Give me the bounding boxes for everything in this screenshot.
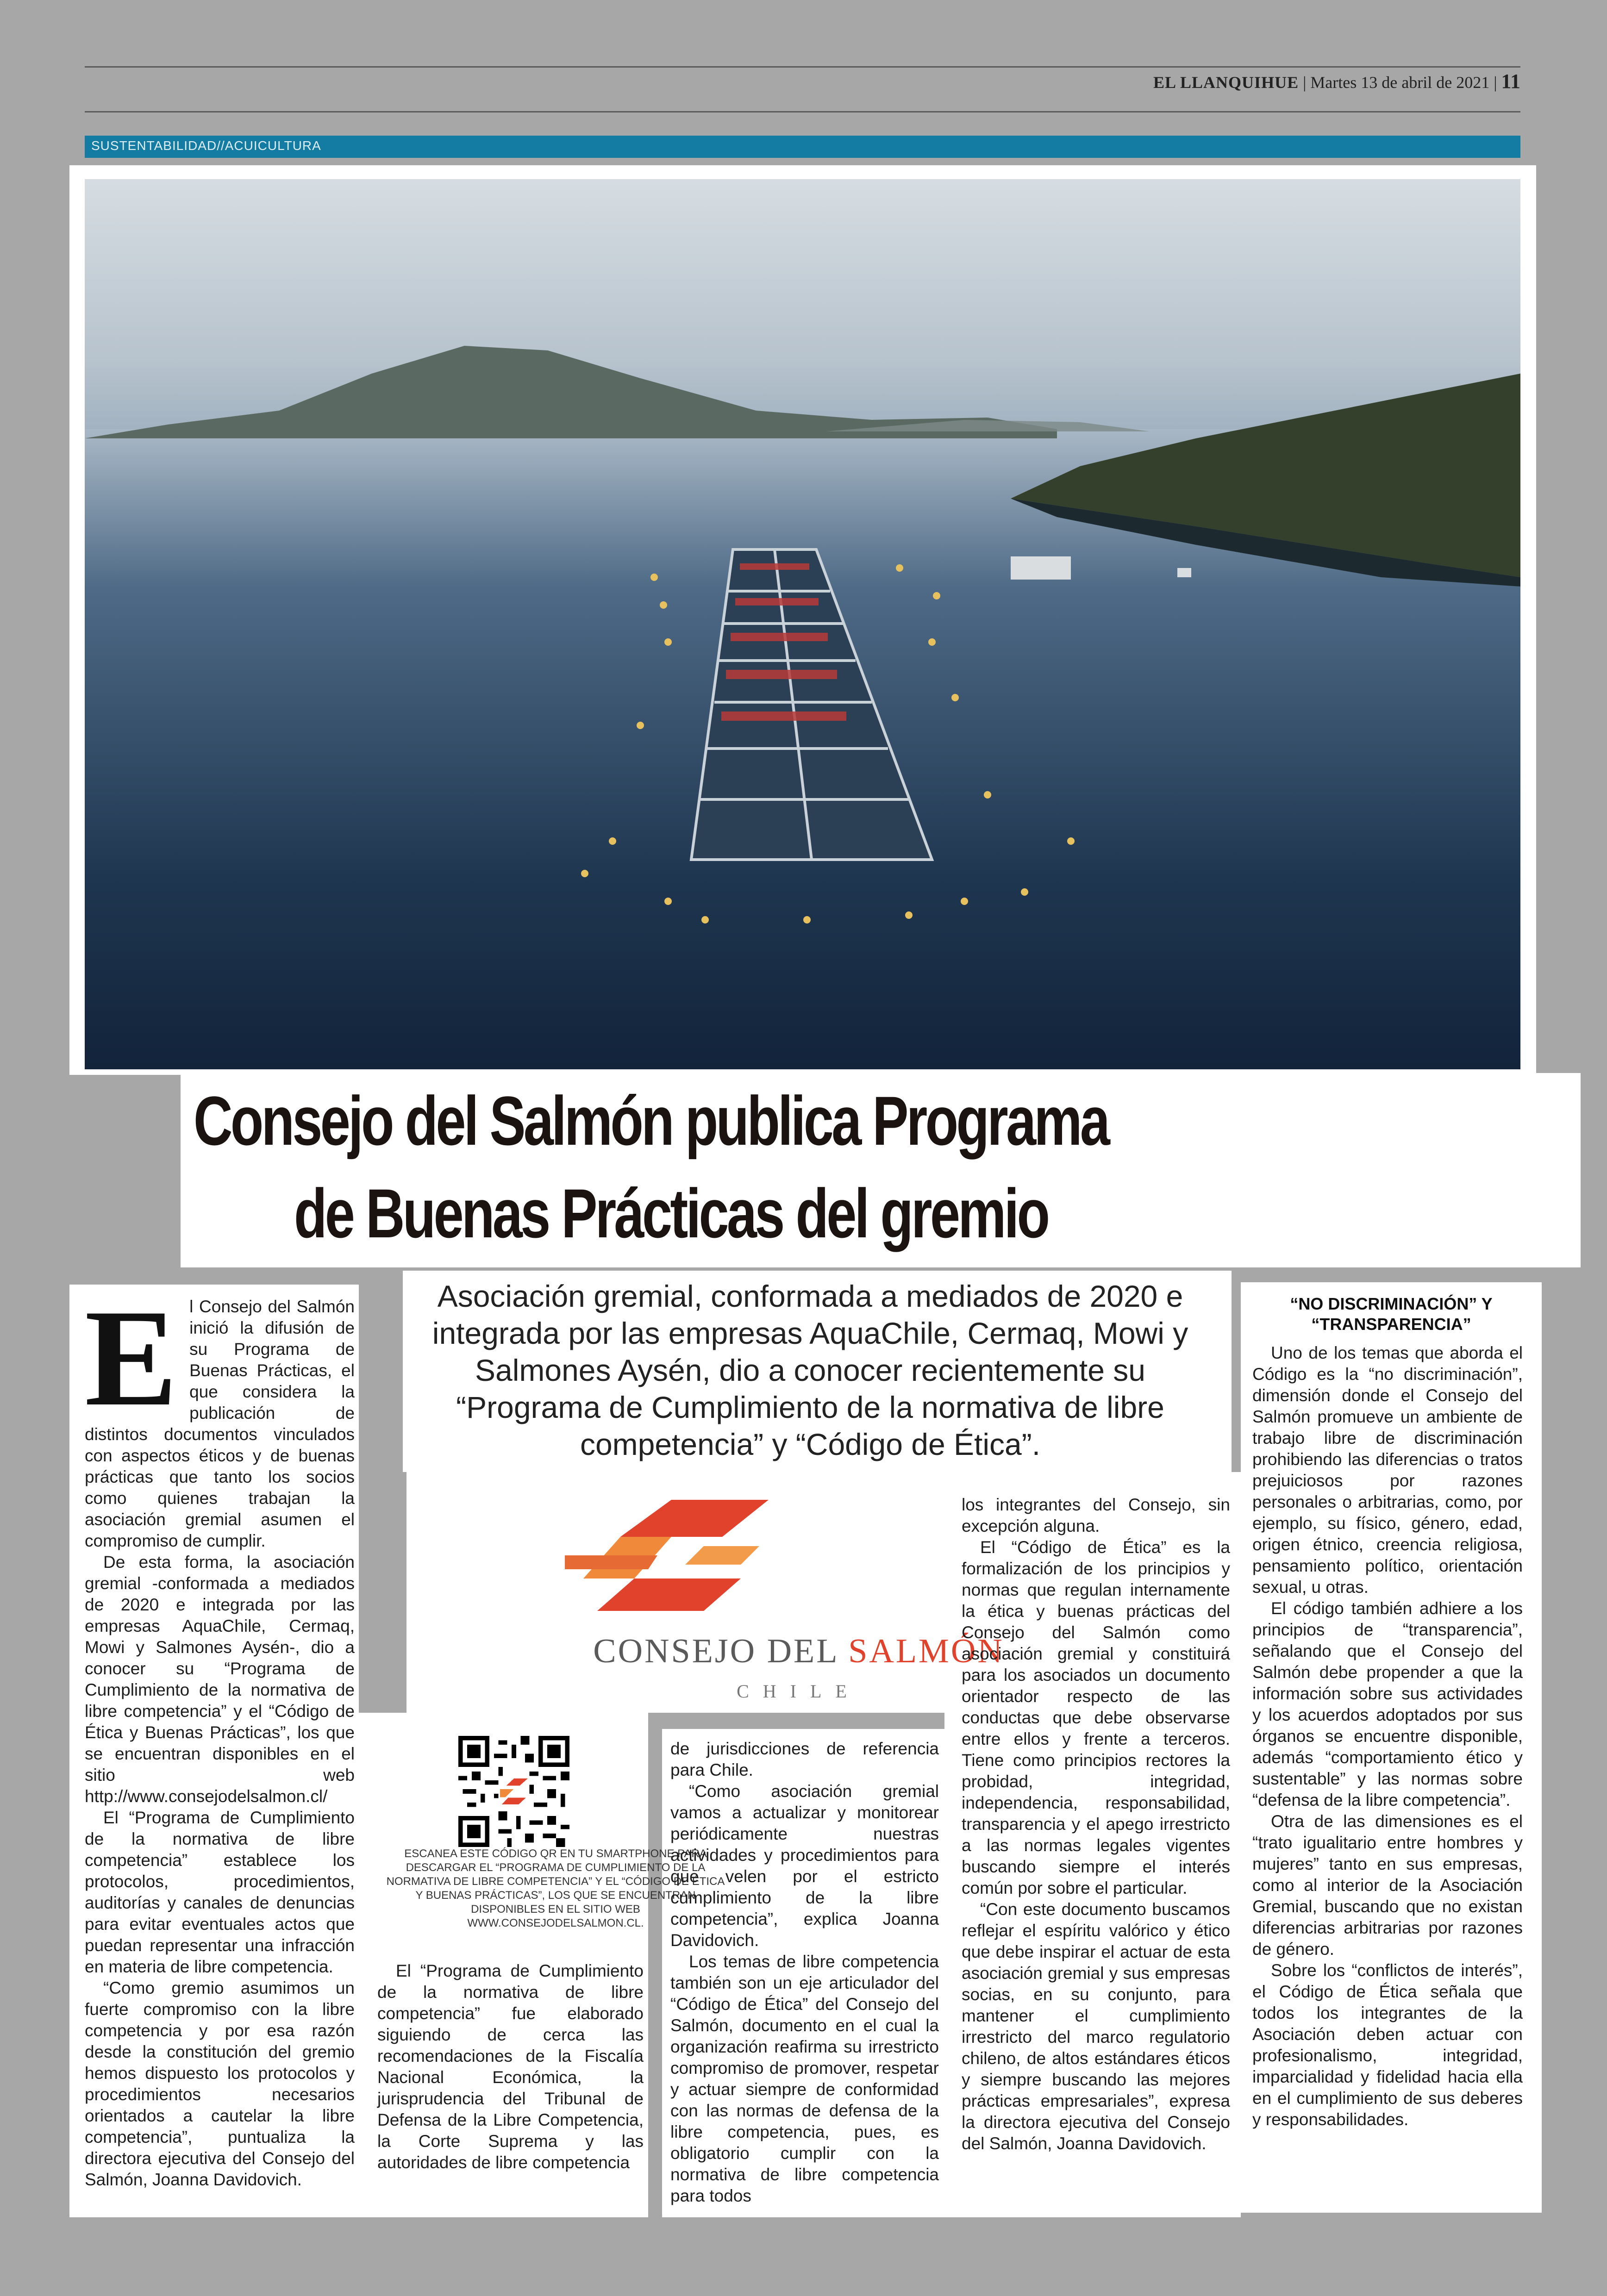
deck: Asociación gremial, conformada a mediados de 2020 e integrada por las empresas AquaChile, Cermaq, Mowi y Salmones Aysén, dio a conocer recientemente su “Programa de Cumplimiento de la normativa de libre competencia” y “Código de Ética”. — [432, 1279, 1188, 1461]
article-column-5 — [1252, 1342, 1523, 2130]
article-column-4 — [962, 1494, 1230, 2154]
issue-date: Martes 13 de abril de 2021 — [1310, 73, 1490, 92]
section-label: SUSTENTABILIDAD//ACUICULTURA — [91, 138, 321, 153]
paragraph: Uno de los temas que aborda el Código es la “no discriminación”, dimensión donde el Consejo del Salmón promueve un ambiente de trabajo libre de discriminación prohibiendo las diferencias o tratos prejuiciosos por razones personales o arbitrarias, como, por ejemplo, su físico, género, edad, origen étnico, creencia religiosa, pensamiento político, orientación sexual, u otras. — [1252, 1343, 1523, 1597]
article-column-1 — [85, 1281, 355, 2190]
masthead — [85, 69, 1520, 93]
feeding-barge — [1011, 556, 1071, 580]
headline-line-1: Consejo del Salmón publica Programa — [194, 1082, 1108, 1160]
salmon-farm-photo — [85, 179, 1520, 1069]
consejo-del-salmon-logo-mark — [565, 1500, 769, 1611]
article-column-3 — [670, 1738, 939, 2207]
header-bottom-rule — [85, 111, 1520, 112]
paragraph: El “Código de Ética” es la formalización de los principios y normas que regulan internamente la ética y buenas prácticas del Consejo del Salmón como asociación gremial y constituirá para los asociados un documento orientador respecto de las conductas que debe observarse entre ellos y frente a terceros. Tiene como principios rectores la probidad, integridad, independencia, responsabilidad, transparencia y el apego irrestricto a las normas legales vigentes buscando siempre el interés común por sobre el particular. — [962, 1538, 1230, 1897]
paragraph: Sobre los “conflictos de interés”, el Código de Ética señala que todos los integrantes de la Asociación deben actuar con profesionalismo, integridad, imparcialidad y fidelidad hacia ella en el cumplimiento de sus deberes y responsabilidades. — [1252, 1961, 1523, 2129]
paragraph: Los temas de libre competencia también son un eje articulador del “Código de Ética” del Consejo del Salmón, documento en el cual la organización reafirma su irrestricto compromiso de promover, respetar y actuar siempre de conformidad con las normas de defensa de la libre competencia, pues, es obligatorio cumplir con la normativa de libre competencia para todos — [670, 1952, 939, 2205]
logo-name-part1: CONSEJO DEL — [593, 1632, 849, 1670]
paragraph: De esta forma, la asociación gremial -conformada a mediados de 2020 e integrada por las empresas AquaChile, Cermaq, Mowi y Salmones Aysén-, dio a conocer su “Programa de Cumplimiento de la normativa de libre competencia” y el “Código de Ética y Buenas Prácticas”, los que se encuentran disponibles en el sitio web http://www.consejodelsalmon.cl/ — [85, 1553, 355, 1806]
article-column-2 — [377, 1960, 644, 2173]
dropcap: E — [85, 1281, 178, 1435]
publication-name: EL LLANQUIHUE — [1153, 73, 1299, 92]
sky — [85, 179, 1520, 438]
paragraph: “Como asociación gremial vamos a actualizar y monitorear periódicamente nuestras actividades y procedimientos para que velen por el estricto cumplimiento de la libre competencia”, explica Joanna Davidovich. — [670, 1782, 939, 1950]
paragraph: El código también adhiere a los principios de “transparencia”, señalando que el Consejo del Salmón debe propender a que la información sobre sus actividades y los acuerdos adoptados por sus órganos se encuentre disponible, además “comportamiento ético y sustentable” y las normas sobre “defensa de la libre competencia”. — [1252, 1599, 1523, 1809]
paragraph: los integrantes del Consejo, sin excepción alguna. — [962, 1495, 1230, 1535]
paragraph: de jurisdicciones de referencia para Chile. — [670, 1739, 939, 1779]
paragraph: El “Programa de Cumplimiento de la normativa de libre competencia” establece los protocolos, procedimientos, auditorías y canales de denuncias para evitar eventuales actos que puedan representar una infracción en materia de libre competencia. — [85, 1808, 355, 1976]
qr-caption: ESCANEA ESTE CÓDIGO QR EN TU SMARTPHONE PARA DESCARGAR EL “PROGRAMA DE CUMPLIMIENTO DE LA NORMATIVA DE LIBRE COMPETENCIA” Y EL “CÓDIGO DE ÉTICA Y BUENAS PRÁCTICAS”, LOS QUE SE ENCUENTRAN DISPONIBLES EN EL SITIO WEB WWW.CONSEJODELSALMON.CL. — [386, 1847, 725, 1929]
headline-line-2: de Buenas Prácticas del gremio — [294, 1174, 1048, 1252]
qr-code[interactable] — [458, 1736, 569, 1847]
paragraph: “Con este documento buscamos reflejar el espíritu valórico y ético que debe inspirar el actuar de esta asociación gremial y sus empresas socias, en su conjunto, para mantener el cumplimiento irrestricto del marco regulatorio chileno, de altos estándares éticos y siempre buscando las mejores prácticas empresariales”, expresa la directora ejecutiva del Consejo del Salmón, Joanna Davidovich. — [962, 1900, 1230, 2153]
logo-country: CHILE — [737, 1681, 861, 1702]
logo-name-part2: SALMÓN — [848, 1632, 1004, 1670]
paragraph: Otra de las dimensiones es el “trato igualitario entre hombres y mujeres” tanto en sus empresas, como al interior de la Asociación Gremial, buscando que no existan diferencias arbitrarias por razones de género. — [1252, 1812, 1523, 1959]
top-rule — [85, 66, 1520, 68]
paragraph: l Consejo del Salmón inició la difusión de su Programa de Buenas Prácticas, el que considera la publicación de distintos documentos vinculados con aspectos éticos y de buenas prácticas que tanto los socios como quienes trabajan la asociación gremial asumen el compromiso de cumplir. — [85, 1297, 355, 1550]
separator: | — [1303, 73, 1311, 92]
paragraph: El “Programa de Cumplimiento de la normativa de libre competencia” fue elaborado siguiendo de cerca las recomendaciones de la Fiscalía Nacional Económica, la jurisprudencia del Tribunal de Defensa de la Libre Competencia, la Corte Suprema y las autoridades de libre competencia — [377, 1961, 644, 2172]
page-number: 11 — [1501, 70, 1520, 93]
subheading: “NO DISCRIMINACIÓN” Y “TRANSPARENCIA” — [1290, 1294, 1493, 1334]
paragraph: “Como gremio asumimos un fuerte compromiso con la libre competencia y por esa razón desde la constitución del gremio hemos dispuesto los protocolos y procedimientos necesarios orientados a cautelar la libre competencia”, puntualiza la directora ejecutiva del Consejo del Salmón, Joanna Davidovich. — [85, 1978, 355, 2189]
separator: | — [1494, 73, 1501, 92]
